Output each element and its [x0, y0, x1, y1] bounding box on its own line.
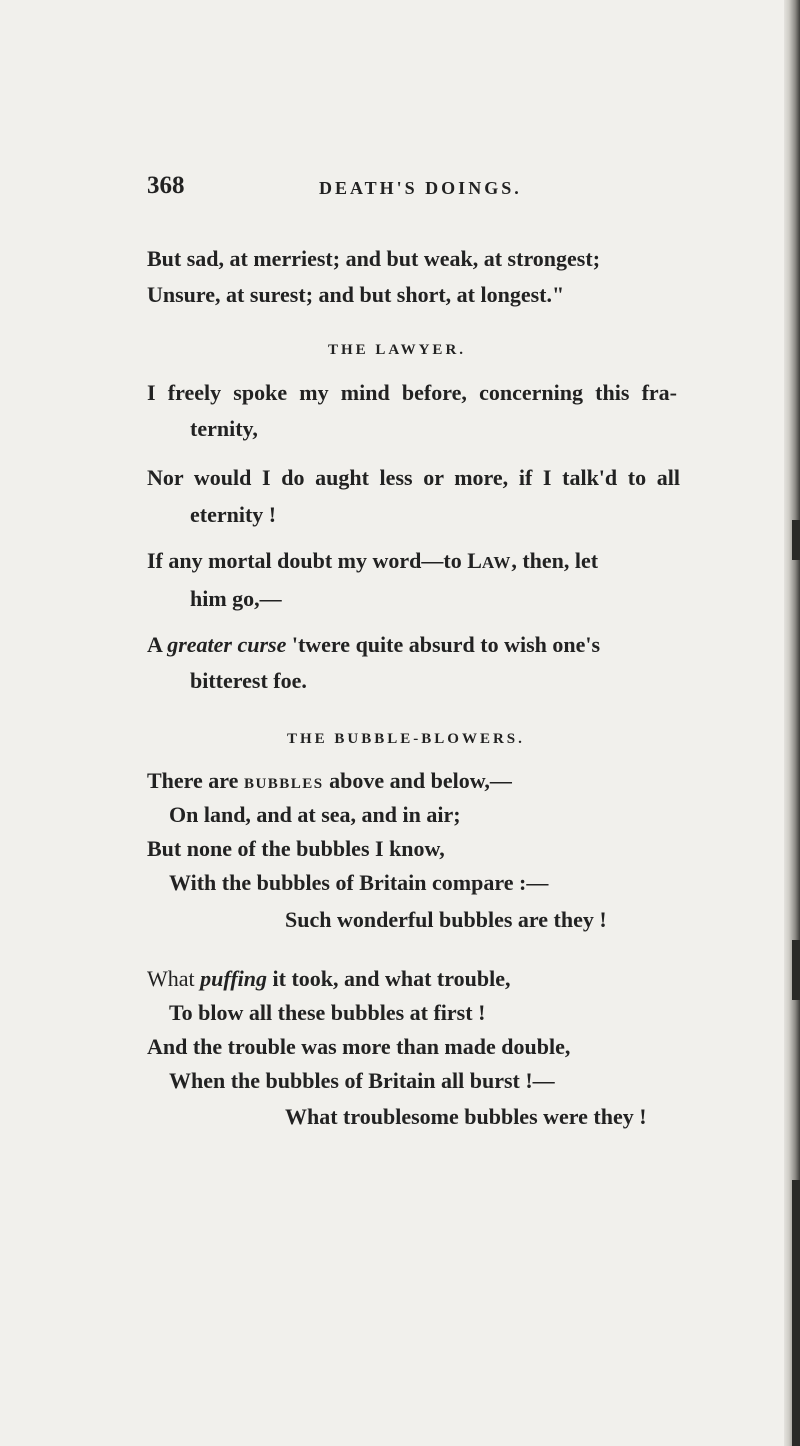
verse-line: On land, and at sea, and in air; [169, 802, 461, 827]
verse-line: What troublesome bubbles were they ! [285, 1104, 647, 1129]
verse-line: I freely spoke my mind before, concerning this fra- [147, 380, 677, 405]
verse-line: Unsure, at surest; and but short, at longest." [147, 282, 565, 307]
verse-line: When the bubbles of Britain all burst !— [169, 1068, 555, 1093]
small-caps-bubbles: BUBBLES [243, 776, 324, 792]
page-edge-mark [792, 940, 800, 1000]
section-heading: THE BUBBLE-BLOWERS. [287, 731, 525, 747]
verse-line: ternity, [190, 416, 258, 441]
verse-line: Nor would I do aught less or more, if I talk'd to all [147, 465, 680, 490]
verse-line: eternity ! [190, 502, 277, 527]
verse-line: Such wonderful bubbles are they ! [285, 907, 607, 932]
page-header [147, 172, 677, 208]
verse-line: There are BUBBLES above and below,— [147, 768, 512, 793]
small-caps-law: L [467, 548, 482, 573]
page-number: 368 [147, 172, 185, 199]
verse-line: A greater curse 'twere quite absurd to wish one's [147, 632, 601, 657]
verse-line: If any mortal doubt my word—to LAW, then, let [147, 548, 599, 573]
page-edge-mark [792, 1180, 800, 1446]
section-heading: THE LAWYER. [328, 342, 467, 358]
verse-line: To blow all these bubbles at first ! [169, 1000, 486, 1025]
verse-line: But sad, at merriest; and but weak, at strongest; [147, 246, 601, 271]
italic-text: greater curse [167, 632, 287, 657]
verse-line: But none of the bubbles I know, [147, 836, 445, 861]
italic-text: puffing [200, 966, 267, 991]
running-head: DEATH'S DOINGS. [319, 178, 522, 198]
verse-line: him go,— [190, 586, 282, 611]
page-edge-mark [792, 520, 800, 560]
verse-line: What puffing it took, and what trouble, [147, 966, 511, 991]
verse-line: And the trouble was more than made double, [147, 1034, 571, 1059]
verse-line: bitterest foe. [190, 668, 307, 693]
verse-line: With the bubbles of Britain compare :— [169, 870, 549, 895]
